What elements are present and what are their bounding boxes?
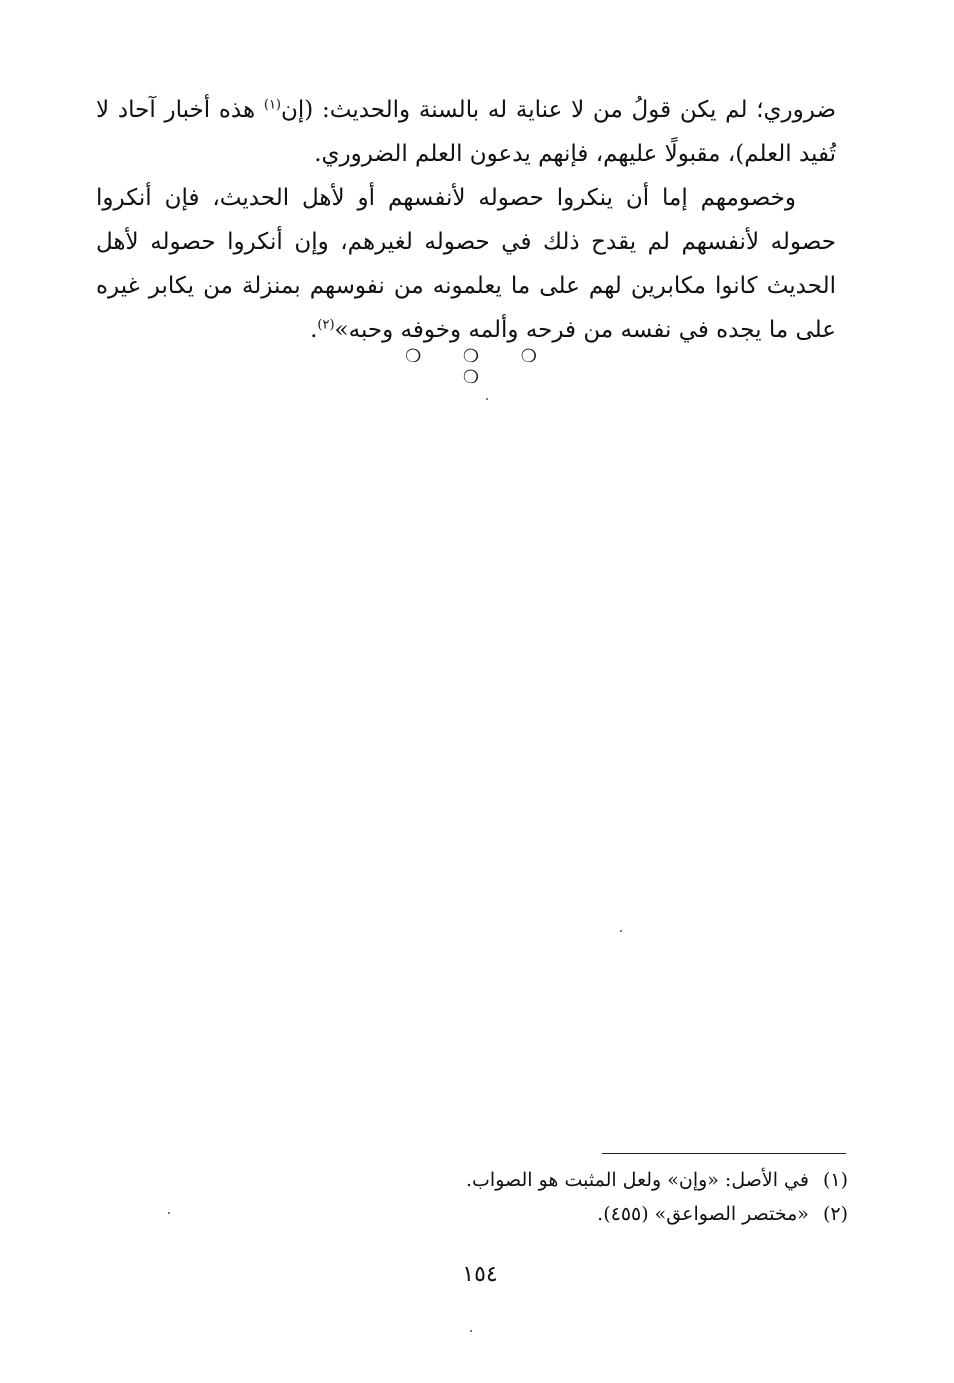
footnote-1-text: في الأصل: «وإن» ولعل المثبت هو الصواب. <box>465 1169 809 1191</box>
footnote-1-number: (١) <box>822 1169 848 1191</box>
footnote-ref-1: (١) <box>263 97 281 113</box>
paragraph-2-end: . <box>310 317 318 343</box>
scan-speck <box>486 398 488 400</box>
paragraph-2-text: وخصومهم إما أن ينكروا حصوله لأنفسهم أو لأهل الحديث، فإن أنكروا حصوله لأنفسهم لم يقدح ذلك في حصوله لغيرهم، وإن أنكروا حصوله لأهل الحديث كانوا مكابرين لهم على ما يعلمونه من نفوسهم بمنزلة من يكابر غيره على ما يجده في نفسه من فرحه وألمه وخوفه وحبه» <box>96 185 836 343</box>
paragraph-1-text-a: ضروري؛ لم يكن قولُ من لا عناية له بالسنة والحديث: (إن <box>281 97 836 123</box>
page-number: ١٥٤ <box>462 1262 498 1287</box>
section-separator: ❍ ❍ ❍ ❍ <box>405 346 555 388</box>
paragraph-1-text-b: هذه أخبار آحاد لا تُفيد العلم)، مقبولًا عليهم، فإنهم يدعون العلم الضروري. <box>96 97 836 167</box>
footnotes <box>300 1163 848 1231</box>
footnote-2 <box>300 1197 848 1231</box>
main-text <box>96 88 836 352</box>
footnote-divider <box>602 1153 846 1154</box>
footnote-2-text: «مختصر الصواعق» (٤٥٥). <box>597 1203 809 1225</box>
paragraph-2 <box>96 176 836 352</box>
footnote-ref-2: (٢) <box>317 317 335 333</box>
paragraph-1 <box>96 88 836 176</box>
scan-speck <box>620 930 622 932</box>
footnote-1 <box>300 1163 848 1197</box>
footnote-2-number: (٢) <box>822 1203 848 1225</box>
scan-speck <box>470 1330 472 1332</box>
scan-speck <box>168 1212 170 1214</box>
